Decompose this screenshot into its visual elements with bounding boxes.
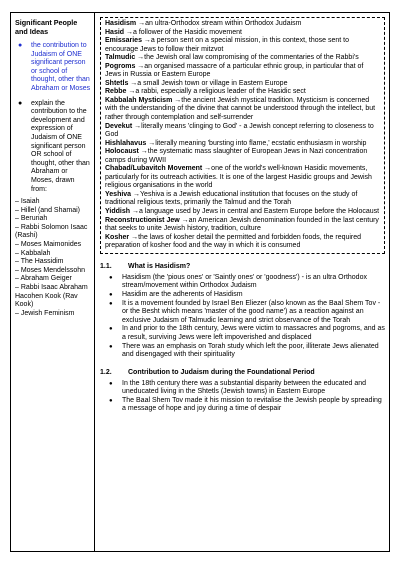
glossary-entry: [105, 20, 380, 29]
glossary-definition: →an organised massacre of a particular ethnic group, in particular that of Jews in Russia or Eastern Europe: [105, 62, 364, 79]
glossary-definition: →literally meaning 'bursting into flame,' ecstatic enthusiasm in worship: [146, 139, 367, 147]
glossary-term: Hasid: [105, 28, 125, 36]
section-points: [100, 380, 385, 414]
syllabus-point-1: [15, 42, 91, 94]
section-points: [100, 274, 385, 360]
people-list-item: – Isaiah: [15, 198, 40, 206]
glossary-definition: →Yeshiva is a Jewish educational institution that focuses on the study of traditional religious texts, primarily the Talmud and the Torah: [105, 190, 358, 207]
glossary-term: Emissaries: [105, 37, 142, 45]
glossary-entry: [105, 54, 380, 63]
glossary-term: Rebbe: [105, 88, 127, 96]
section-what-is-hasidism: [100, 262, 385, 360]
glossary-definition: →literally means 'clinging to God' - a Jewish concept referring to closeness to God: [105, 122, 374, 139]
glossary-term: Kabbalah Mysticism: [105, 96, 173, 104]
glossary-entry: [105, 217, 380, 234]
syllabus-point-1-text: the contribution to Judaism of ONE significant person or school of thought, other than Abraham or Moses: [31, 42, 91, 92]
glossary-definition: →a small Jewish town or village in Eastern Europe: [128, 79, 288, 87]
section-number: 1.2.: [100, 368, 112, 376]
people-list-item: – Rabbi Isaac Abraham Hacohen Kook (Rav Kook): [15, 284, 88, 309]
list-item: ● There was an emphasis on Torah study which left the poor, illiterate Jews alienated and disengaged with their spirituality: [122, 343, 385, 360]
glossary-entry: [105, 191, 380, 208]
glossary-entry: [105, 208, 380, 217]
glossary-entry: [105, 29, 380, 38]
glossary-definition: →a rabbi, especially a religious leader of the Hasidic sect: [126, 88, 306, 96]
people-list-item: – Moses Maimonides: [15, 241, 82, 249]
list-item: ● In the 18th century there was a substantial disparity between the educated and uneducated living in the Shtetls (Jewish towns) in Eastern Europe: [122, 380, 385, 397]
people-list-item: – Abraham Geiger: [15, 275, 72, 283]
glossary-definition: →a language used by Jews in central and Eastern Europe before the Holocaust: [130, 208, 380, 216]
people-list-item: – Moses Mendelssohn: [15, 266, 86, 274]
syllabus-title: Significant People and Ideas: [15, 18, 78, 36]
glossary-term: Kosher: [105, 233, 130, 241]
glossary-term: Chabad/Lubavitch Movement: [105, 165, 203, 173]
list-item: ● The Baal Shem Tov made it his mission to revitalise the Jewish people by spreading a message of hope and joy during a time of despair: [122, 397, 385, 414]
glossary-term: Shtetls: [105, 79, 129, 87]
glossary-term: Reconstructionist Jew: [105, 216, 180, 224]
glossary-definition: →the Jewish oral law compromising of the commentaries of the Rabbi's: [135, 54, 359, 62]
people-list-item: – Hillel (and Shamai): [15, 206, 80, 214]
document-page: [10, 12, 390, 552]
glossary-term: Hishlahavus: [105, 139, 147, 147]
glossary-box: [100, 17, 385, 254]
glossary-entry: [105, 140, 380, 149]
bullet-icon: ●: [18, 99, 23, 107]
glossary-definition: →an ultra-Orthodox stream within Orthodox Judaism: [136, 20, 302, 27]
glossary-entry: [105, 37, 380, 54]
people-list: [15, 198, 91, 318]
glossary-term: Yiddish: [105, 208, 131, 216]
glossary-definition: →an American Jewish denomination founded in the last century that seeks to unite Jewish history, tradition, culture: [105, 216, 379, 233]
people-list-item: – Beruriah: [15, 215, 48, 223]
glossary-term: Pogroms: [105, 62, 136, 70]
glossary-term: Holocaust: [105, 148, 139, 156]
glossary-entry: [105, 165, 380, 191]
bullet-icon: ●: [18, 42, 23, 49]
people-list-item: – Rabbi Solomon Isaac (Rashi): [15, 223, 88, 240]
glossary-term: Talmudic: [105, 54, 136, 62]
glossary-entry: [105, 234, 380, 251]
section-contribution: [100, 368, 385, 414]
glossary-definition: →a person sent on a special mission, in this context, those sent to encourage Jews to follow their mitzvot: [105, 37, 349, 53]
syllabus-column: [11, 13, 95, 551]
list-item: ● It is a movement founded by Israel Ben Eliezer (also known as the Baal Shem Tov - or the Besht which means 'master of the good name') as a reaction against an exclusive Judaism of Talmudic learning and strict observance of the Torah: [122, 300, 385, 326]
syllabus-point-2-text: explain the contribution to the development and expression of Judaism of ONE significant person OR school of thought, other than Abraham or Moses, drawn from:: [31, 99, 90, 193]
section-title: What is Hasidism?: [128, 262, 191, 270]
section-heading: [100, 262, 385, 271]
list-item: ● Hasidim are the adherents of Hasidism: [122, 291, 385, 300]
list-item: ● In and prior to the 18th century, Jews were victim to massacres and pogroms, and as a result, surviving Jews were left impoverished and displaced: [122, 325, 385, 342]
glossary-term: Hasidism: [105, 20, 137, 27]
glossary-definition: →one of the world's well-known Hasidic movements, particularly for its outreach activities. It is one of the largest Hasidic groups and Jewish religious organisations in the world: [105, 165, 372, 190]
section-heading: [100, 368, 385, 377]
glossary-entry: [105, 123, 380, 140]
glossary-definition: →the systematic mass slaughter of European Jews in Nazi concentration camps during WWII: [105, 148, 368, 164]
list-item: ● Hasidism (the 'pious ones' or 'Saintly ones' or 'goodness') - is an ultra Orthodox stream/movement within Orthodox Judaism: [122, 274, 385, 291]
notes-column: [95, 13, 389, 551]
glossary-term: Yeshiva: [105, 190, 132, 198]
glossary-definition: →the laws of kosher detail the permitted and forbidden foods, the required preparation of kosher food and the way in which it is consumed: [105, 233, 362, 250]
syllabus-point-2: [15, 100, 91, 195]
glossary-term: Devekut: [105, 122, 133, 130]
glossary-definition: →a follower of the Hasidic movement: [124, 28, 242, 36]
section-number: 1.1.: [100, 262, 112, 270]
glossary-entry: [105, 80, 380, 89]
glossary-entry: [105, 97, 380, 123]
section-title: Contribution to Judaism during the Foundational Period: [128, 368, 315, 376]
people-list-item: – The Hassidim: [15, 258, 64, 266]
people-list-item: – Kabbalah: [15, 249, 51, 257]
glossary-definition: →the ancient Jewish mystical tradition. Mysticism is concerned with the understanding of the divine that cannot be understood through the intellect, but rather through contemplation and self-surrender: [105, 96, 376, 122]
people-list-item: – Jewish Feminism: [15, 309, 75, 317]
glossary-entry: [105, 148, 380, 165]
glossary-entry: [105, 63, 380, 80]
glossary-entry: [105, 88, 380, 97]
